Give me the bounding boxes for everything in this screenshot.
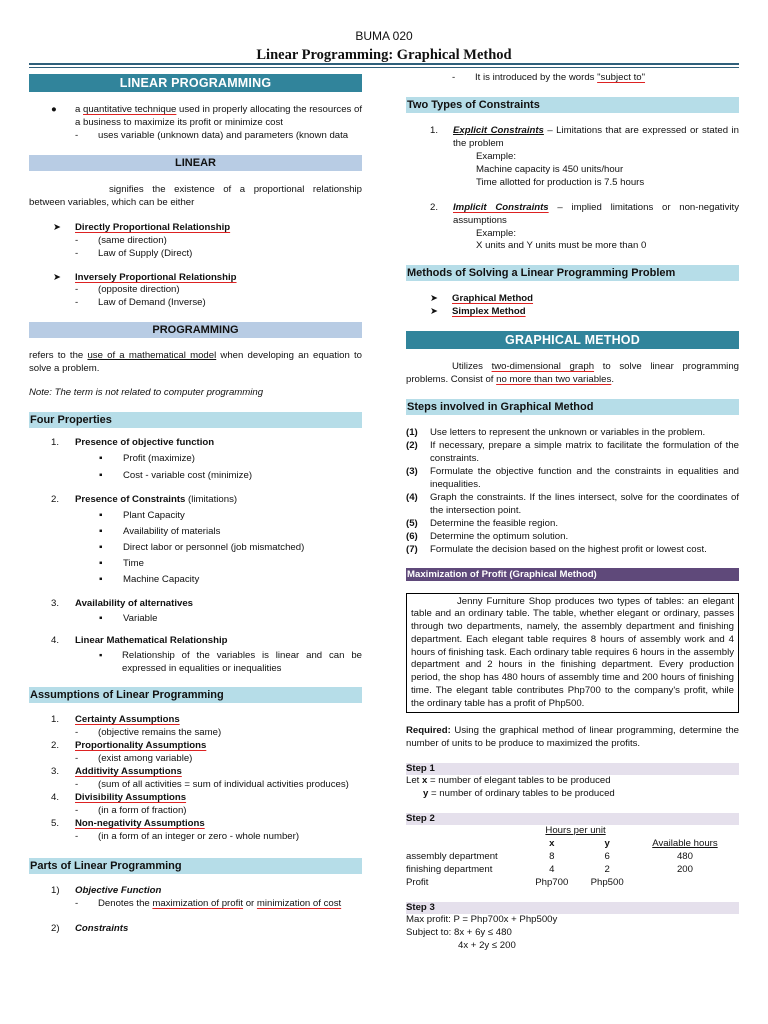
section-heading-linear-programming: LINEAR PROGRAMMING: [29, 74, 362, 92]
step-item: (4) Graph the constraints. If the lines intersect, solve for the coordinates of the intersection point.: [406, 491, 739, 516]
objective-function: Max profit: P = Php700x + Php500y: [406, 914, 558, 925]
section-heading-assumptions: Assumptions of Linear Programming: [29, 687, 362, 703]
step-item: (7) Formulate the decision based on the highest profit or lowest cost.: [406, 543, 707, 555]
property-1-items: [29, 452, 362, 483]
dash-icon: -: [75, 129, 79, 141]
methods-list: [406, 293, 739, 319]
section-heading-two-types: Two Types of Constraints: [406, 97, 739, 113]
table-header-row: [406, 825, 739, 838]
right-column: [406, 72, 739, 953]
assumption-item: 4. Divisibility Assumptions: [51, 791, 187, 803]
arrow-icon: ➤: [53, 271, 62, 283]
subject-to: Subject to: 8x + 6y ≤ 480: [406, 926, 512, 938]
part-1-sub: - Denotes the maximization of profit or minimization of cost: [75, 897, 342, 909]
part-2: 2) Constraints: [51, 922, 129, 934]
explicit-constraints: 1. Explicit Constraints – Limitations that are expressed or stated in the problem: [430, 124, 740, 149]
table-header-row: x y Available hours: [549, 838, 718, 850]
implicit-examples: Example: X units and Y units must be more than 0: [406, 228, 739, 254]
section-heading-steps: Steps involved in Graphical Method: [406, 399, 739, 415]
section-heading-maximization: Maximization of Profit (Graphical Method): [406, 568, 739, 581]
lp-definition: ● a quantitative technique used in properly allocating the resources of a business to maximize its profit or minimize cost: [29, 104, 362, 130]
part-1: 1) Objective Function: [51, 884, 162, 896]
step-item: (3) Formulate the objective function and the constraints in equalities and inequalities.: [406, 465, 739, 490]
section-heading-graphical-method: GRAPHICAL METHOD: [406, 331, 739, 349]
arrow-icon: ➤: [430, 293, 439, 305]
programming-note: Note: The term is not related to computer programming: [29, 387, 264, 399]
list-item: ▪ Availability of materials: [99, 525, 362, 539]
property-4: 4. Linear Mathematical Relationship: [51, 635, 228, 647]
step-1-y: y = number of ordinary tables to be produced: [423, 788, 615, 800]
property-3-items: [29, 612, 362, 626]
list-item: - (opposite direction): [75, 284, 180, 296]
inverse-items: [29, 284, 362, 310]
example-item: Time allotted for production is 7.5 hours: [476, 176, 645, 188]
list-item: ▪ Variable: [99, 612, 362, 626]
header-divider-thin: [29, 67, 739, 68]
list-item: ▪ Time: [99, 557, 362, 571]
page-header: [0, 28, 768, 66]
assumption-sub: - (objective remains the same): [75, 727, 222, 739]
constraint-2: 4x + 2y ≤ 200: [458, 939, 516, 951]
assumption-sub: - (sum of all activities = sum of individual activities produces): [75, 778, 349, 790]
table-row: assembly department 8 6 480: [406, 851, 693, 863]
constraints-intro: - It is introduced by the words "subject to": [452, 72, 646, 83]
list-item: ➤ Graphical Method: [430, 293, 534, 305]
assumption-item: 1. Certainty Assumptions: [51, 714, 180, 726]
graphical-definition: Utilizes two-dimensional graph to solve linear programming problems. Consist of no more than two variables.: [406, 361, 739, 386]
property-1: 1. Presence of objective function: [51, 437, 215, 449]
implicit-constraints: 2. Implicit Constraints – implied limitations or non-negativity assumptions: [430, 201, 739, 226]
arrow-icon: ➤: [53, 221, 62, 233]
square-bullet-icon: ▪: [99, 650, 103, 662]
linear-definition: signifies the existence of a proportional relationship between variables, which can be either: [29, 183, 362, 208]
step-1-heading: Step 1: [406, 763, 739, 775]
arrow-icon: ➤: [430, 306, 439, 318]
property-3: 3. Availability of alternatives: [51, 597, 194, 609]
bullet-icon: ●: [51, 104, 57, 115]
quantitative-technique-link: quantitative technique: [83, 104, 177, 115]
required-text: Required: Using the graphical method of linear programming, determine the number of units to be produce to maximized the profits.: [406, 725, 739, 750]
list-item: ▪ Machine Capacity: [99, 573, 362, 587]
programming-definition: refers to the use of a mathematical model when developing an equation to solve a problem.: [29, 350, 363, 375]
list-item: ▪ Direct labor or personnel (job mismatched): [99, 541, 362, 555]
list-item: ▪ Profit (maximize): [99, 452, 362, 466]
list-item: - (same direction): [75, 234, 167, 246]
property-4-item: ▪ Relationship of the variables is linear and can be expressed in equalities or inequalities: [99, 650, 362, 675]
assumption-item: 2. Proportionality Assumptions: [51, 740, 207, 752]
table-row: finishing department 4 2 200: [406, 864, 693, 876]
page-title: Linear Programming: Graphical Method: [256, 47, 512, 64]
assumption-sub: - (exist among variable): [75, 753, 193, 765]
step-3-heading: Step 3: [406, 902, 739, 914]
problem-box: Jenny Furniture Shop produces two types of tables: an elegant table and an ordinary table. The table, whether elegant or ordinary, passes through two departments, namely, the assembly department and finishing department. Each elegant table requires 8 hours of assembly work and 4 hours of finishing task. Each ordinary table requires 6 hours in the assembly department and 2 hours in the finishing department. Every production period, the shop has 480 hours of assembly time and 200 hours of finishing time. The elegant table contributes Php700 to the company's profit, while the ordinary table has a profit of Php500.: [406, 593, 739, 714]
example-item: Machine capacity is 450 units/hour: [476, 163, 624, 175]
lp-sub-item: - uses variable (unknown data) and parameters (known data: [75, 129, 349, 141]
assumption-item: 5. Non-negativity Assumptions: [51, 817, 205, 829]
property-2-items: [29, 509, 362, 587]
assumption-item: 3. Additivity Assumptions: [51, 766, 182, 777]
step-2-heading: Step 2: [406, 813, 739, 825]
table-row: Profit Php700 Php500: [406, 877, 624, 889]
list-item: - Law of Supply (Direct): [75, 247, 193, 259]
list-item: ▪ Cost - variable cost (minimize): [99, 469, 362, 483]
explicit-examples: Example: Machine capacity is 450 units/hour Time allotted for production is 7.5 hours: [406, 151, 739, 190]
list-item: ▪ Plant Capacity: [99, 509, 362, 523]
example-item: X units and Y units must be more than 0: [476, 240, 647, 252]
step-item: (2) If necessary, prepare a simple matrix to facilitate the formulation of the constraints.: [406, 440, 739, 464]
list-item: ➤ Simplex Method: [430, 306, 526, 318]
section-heading-parts: Parts of Linear Programming: [29, 858, 362, 874]
inverse-relationship: ➤ Inversely Proportional Relationship: [53, 271, 237, 283]
direct-relationship: ➤ Directly Proportional Relationship: [53, 221, 231, 233]
section-heading-methods: Methods of Solving a Linear Programming Problem: [406, 265, 739, 281]
step-1-x: Let x = number of elegant tables to be produced: [406, 775, 611, 787]
section-heading-linear: LINEAR: [29, 155, 362, 171]
section-heading-four-properties: Four Properties: [29, 412, 362, 428]
direct-items: [29, 235, 362, 261]
hours-table: [406, 825, 739, 890]
list-item: - Law of Demand (Inverse): [75, 297, 206, 309]
section-heading-programming: PROGRAMMING: [29, 322, 362, 338]
left-column: [29, 72, 362, 935]
hours-per-unit-header: Hours per unit: [545, 825, 606, 837]
header-divider: [29, 63, 739, 65]
step-item: (5) Determine the feasible region.: [406, 517, 558, 529]
step-item: (6) Determine the optimum solution.: [406, 530, 569, 542]
steps-list: [406, 427, 739, 556]
course-code: BUMA 020: [355, 29, 413, 43]
assumption-sub: - (in a form of fraction): [75, 804, 187, 816]
property-2: 2. Presence of Constraints (limitations): [51, 493, 238, 505]
assumption-sub: - (in a form of an integer or zero - whole number): [75, 830, 300, 842]
assumptions-list: [29, 714, 362, 843]
step-item: (1) Use letters to represent the unknown or variables in the problem.: [406, 427, 706, 439]
